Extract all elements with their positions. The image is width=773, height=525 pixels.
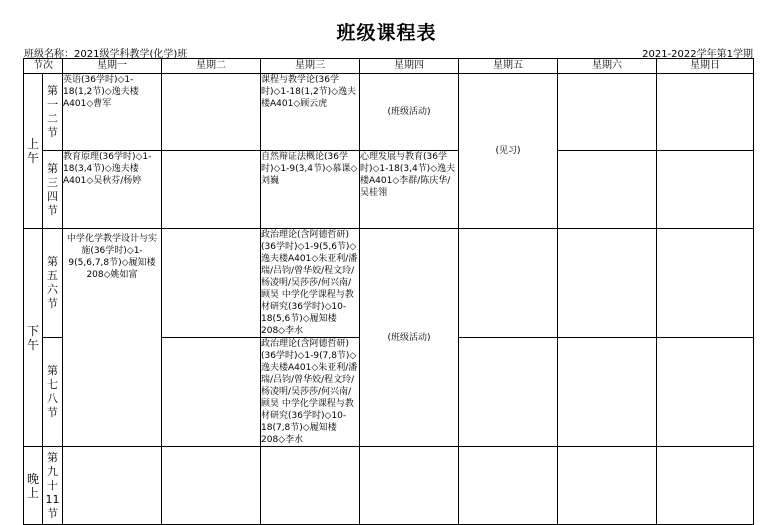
cell-mon-3-4: 教育原理(36学时)◇1-18(3,4节)◇逸夫楼A401◇吴秋芬/杨婷	[63, 151, 162, 229]
period-1-2: 第一二节	[43, 74, 63, 151]
row-periods-3-4	[24, 151, 754, 229]
cell-sun-evening	[657, 447, 754, 525]
row-periods-1-2	[24, 74, 754, 151]
cell-sat-5-6	[558, 229, 657, 338]
session-afternoon: 下午	[24, 229, 43, 447]
cell-wed-5-6: 政治理论(含阿德哲研)(36学时)◇1-9(5,6节)◇逸夫楼A401◇朱亚利/潘瑞/吕钧/曾华姣/程文玲/杨凌明/吴莎莎/何兴南/顾昊 中学化学课程与教材研究(36学时)◇10-18(5,6节)◇履知楼208◇李水	[261, 229, 360, 338]
session-evening: 晚上	[24, 447, 43, 525]
header-saturday: 星期六	[558, 59, 657, 74]
period-7-8: 第七八节	[43, 338, 63, 447]
header-row	[24, 59, 754, 74]
cell-wed-7-8: 政治理论(含阿德哲研)(36学时)◇1-9(7,8节)◇逸夫楼A401◇朱亚利/潘瑞/吕钧/曾华姣/程文玲/杨凌明/吴莎莎/何兴南/顾昊 中学化学课程与教材研究(36学时)◇10-18(7,8节)◇履知楼208◇李水	[261, 338, 360, 447]
cell-tue-3-4	[162, 151, 261, 229]
cell-thu-3-4: 心理发展与教育(36学时)◇1-18(3,4节)◇逸夫楼A401◇李群/陈庆华/吴桂翎	[360, 151, 459, 229]
cell-sat-1-2	[558, 74, 657, 151]
cell-fri-morning: (见习)	[459, 74, 558, 229]
cell-fri-5-6	[459, 229, 558, 338]
cell-sat-3-4	[558, 151, 657, 229]
header-friday: 星期五	[459, 59, 558, 74]
period-3-4: 第三四节	[43, 151, 63, 229]
cell-thu-1-2: (班级活动)	[360, 74, 459, 151]
cell-sun-1-2	[657, 74, 754, 151]
header-sunday: 星期日	[657, 59, 754, 74]
cell-tue-7-8	[162, 338, 261, 447]
cell-sun-7-8	[657, 338, 754, 447]
cell-thu-evening	[360, 447, 459, 525]
cell-fri-7-8	[459, 338, 558, 447]
cell-tue-5-6	[162, 229, 261, 338]
cell-tue-1-2	[162, 74, 261, 151]
row-periods-5-6	[24, 229, 754, 338]
header-tuesday: 星期二	[162, 59, 261, 74]
cell-thu-afternoon: (班级活动)	[360, 229, 459, 447]
cell-mon-evening	[63, 447, 162, 525]
session-morning: 上午	[24, 74, 43, 229]
row-evening	[24, 447, 754, 525]
cell-fri-evening	[459, 447, 558, 525]
cell-sat-7-8	[558, 338, 657, 447]
period-5-6: 第五六节	[43, 229, 63, 338]
cell-sun-5-6	[657, 229, 754, 338]
cell-wed-1-2: 课程与教学论(36学时)◇1-18(1,2节)◇逸夫楼A401◇顾云虎	[261, 74, 360, 151]
schedule-table	[23, 58, 754, 525]
header-wednesday: 星期三	[261, 59, 360, 74]
header-period: 节次	[24, 59, 63, 74]
cell-sat-evening	[558, 447, 657, 525]
cell-wed-3-4: 自然辩证法概论(36学时)◇1-9(3,4节)◇慕课◇刘巍	[261, 151, 360, 229]
page-title: 班级课程表	[336, 22, 437, 44]
header-thursday: 星期四	[360, 59, 459, 74]
class-name-label: 班级名称：2021级学科教学(化学)班	[24, 49, 188, 60]
cell-mon-afternoon: 中学化学教学设计与实施(36学时)◇1-9(5,6,7,8节)◇履知楼208◇姚如富	[63, 229, 162, 447]
term-label: 2021-2022学年第1学期	[642, 49, 753, 60]
cell-wed-evening	[261, 447, 360, 525]
period-9-11: 第九十11节	[43, 447, 63, 525]
header-monday: 星期一	[63, 59, 162, 74]
cell-sun-3-4	[657, 151, 754, 229]
cell-tue-evening	[162, 447, 261, 525]
cell-mon-1-2: 英语(36学时)◇1-18(1,2节)◇逸夫楼A401◇曹军	[63, 74, 162, 151]
